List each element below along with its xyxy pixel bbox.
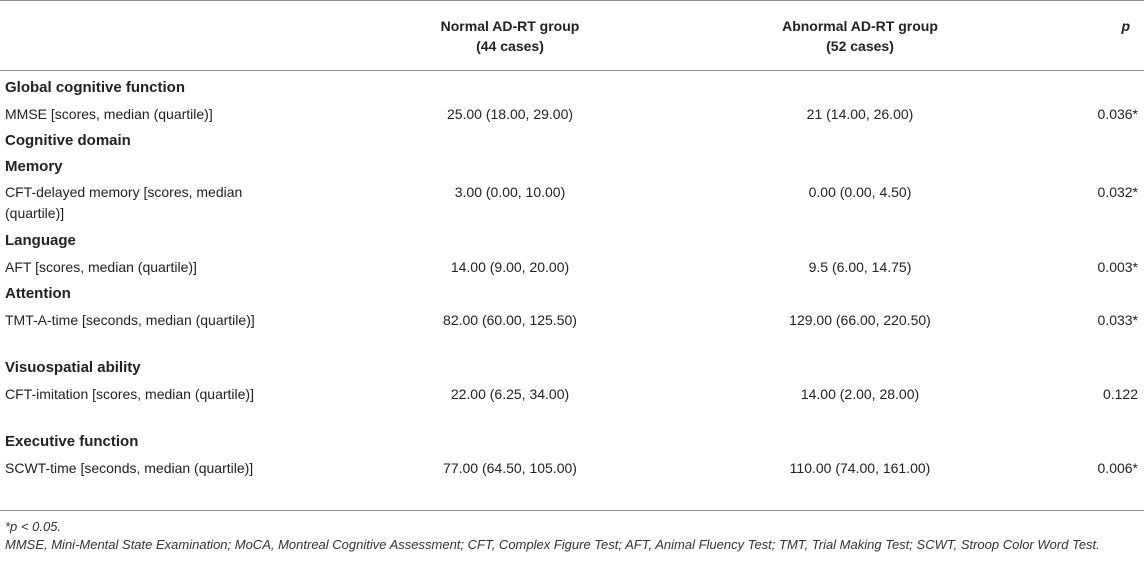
section-label: Global cognitive function [5,79,185,96]
normal-value: 14.00 (9.00, 20.00) [450,259,570,275]
normal-value: 82.00 (60.00, 125.50) [443,312,577,328]
footnote-significance: *p < 0.05. [5,519,62,534]
p-value: 0.036* [1097,106,1138,122]
p-value: 0.122 [1102,386,1138,402]
section-label: Cognitive domain [5,132,131,149]
normal-value: 25.00 (18.00, 29.00) [446,106,574,122]
measure-label: CFT-imitation [scores, median (quartile)] [5,386,254,402]
measure-label: AFT [scores, median (quartile)] [5,259,197,275]
bottom-rule [0,510,1144,511]
p-value: 0.006* [1097,460,1138,476]
abnormal-value: 129.00 (66.00, 220.50) [789,312,931,328]
section-label: Language [5,232,76,249]
abnormal-value: 0.00 (0.00, 4.50) [808,184,912,200]
p-value: 0.003* [1097,259,1138,275]
abnormal-value: 9.5 (6.00, 14.75) [808,259,912,275]
measure-label: CFT-delayed memory [scores, median (quartile)] [5,184,243,221]
header-rule [0,70,1144,71]
abnormal-value: 14.00 (2.00, 28.00) [800,386,920,402]
normal-value: 3.00 (0.00, 10.00) [454,184,566,200]
measure-label: TMT-A-time [seconds, median (quartile)] [5,312,255,328]
section-label: Attention [5,285,71,302]
abnormal-value: 21 (14.00, 26.00) [806,106,914,122]
section-label: Executive function [5,433,139,450]
measure-label: MMSE [scores, median (quartile)] [5,106,213,122]
abnormal-value: 110.00 (74.00, 161.00) [789,460,931,476]
header-p-value: p [1121,18,1130,34]
top-rule [0,0,1144,1]
table-header [0,8,1144,58]
section-label: Visuospatial ability [5,359,141,376]
header-abnormal-group: Abnormal AD-RT group (52 cases) [782,18,938,54]
normal-value: 77.00 (64.50, 105.00) [443,460,577,476]
measure-label: SCWT-time [seconds, median (quartile)] [5,460,254,476]
normal-value: 22.00 (6.25, 34.00) [450,386,570,402]
section-label: Memory [5,158,63,175]
p-value: 0.033* [1097,312,1138,328]
p-value: 0.032* [1097,184,1138,200]
header-normal-group: Normal AD-RT group (44 cases) [440,18,580,54]
footnote-abbreviations: MMSE, Mini-Mental State Examination; MoCA, Montreal Cognitive Assessment; CFT, Complex Figure Test; AFT, Animal Fluency Test; TMT, Trial Making Test; SCWT, Stroop Color Word Test. [5,537,1100,552]
